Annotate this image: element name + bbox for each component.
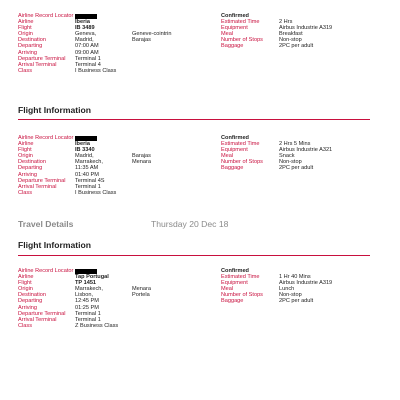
stops-value: Non-stop [279,292,302,299]
arriving-time: 01:40 PM [75,171,99,178]
class-value: I Business Class [75,189,117,196]
origin-label: Origin [18,286,33,293]
origin-airport: Menara [132,286,151,293]
departure-terminal: Terminal 1 [75,310,101,317]
arrival-terminal-label: Arrival Terminal [18,183,57,190]
destination-city: Madrid, [75,37,94,44]
departure-terminal-label: Departure Terminal [18,55,66,62]
baggage-label: Baggage [221,298,244,305]
estimated-time-label: Estimated Time [221,274,260,281]
destination-label: Destination [18,292,46,299]
equipment-value: Airbus Industrie A319 [279,280,333,287]
section-divider [18,255,370,256]
estimated-time: 2 Hrs [279,19,293,26]
meal-value: Breakfast [279,31,303,38]
airline-label: Airline [18,19,34,26]
section-title-flight-information: Flight Information [18,105,92,115]
departure-terminal: Terminal 1 [75,55,101,62]
stops-label: Number of Stops [221,159,263,166]
arrival-terminal: Terminal 4 [75,61,101,68]
flight-number: IB 3340 [75,147,95,154]
origin-label: Origin [18,153,33,160]
stops-label: Number of Stops [221,292,263,299]
equipment-value: Airbus Industrie A319 [279,25,333,32]
baggage-value: 2PC per adult [279,43,314,50]
origin-airport: Geneve-cointrin [132,31,172,38]
departure-terminal-label: Departure Terminal [18,310,66,317]
origin-city: Marrakech, [75,286,103,293]
class-label: Class [18,189,32,196]
redacted-record-locator [75,136,97,141]
airline-value: Tap Portugal [75,274,109,281]
status-badge: Confirmed [221,135,249,141]
status-badge: Confirmed [221,268,249,274]
flight-details-right [221,268,371,305]
flight-details-left [18,135,218,196]
arrival-terminal-label: Arrival Terminal [18,316,57,323]
departure-terminal-label: Departure Terminal [18,177,66,184]
redacted-record-locator [75,269,97,274]
flight-label: Flight [18,280,32,287]
equipment-label: Equipment [221,25,248,32]
travel-date: Thursday 20 Dec 18 [151,219,229,229]
class-value: I Business Class [75,67,117,74]
estimated-time: 1 Hr 40 Mins [279,274,311,281]
meal-label: Meal [221,31,234,38]
section-divider [18,119,370,120]
departing-time: 11:35 AM [75,165,99,172]
arrival-terminal-label: Arrival Terminal [18,61,57,68]
stops-value: Non-stop [279,37,302,44]
equipment-label: Equipment [221,147,248,154]
airline-value: Iberia [75,141,90,148]
class-value: Z Business Class [75,322,119,329]
equipment-value: Airbus Industrie A321 [279,147,333,154]
record-locator-label: Airline Record Locator [18,135,74,141]
arrival-terminal: Terminal 1 [75,316,101,323]
arriving-label: Arriving [18,49,37,56]
flight-details-left [18,13,218,74]
origin-city: Madrid, [75,153,94,160]
meal-label: Meal [221,153,234,160]
class-label: Class [18,67,32,74]
meal-value: Lunch [279,286,295,293]
arrival-terminal: Terminal 1 [75,183,101,190]
arriving-time: 09:00 AM [75,49,99,56]
departing-time: 07:00 AM [75,43,99,50]
equipment-label: Equipment [221,280,248,287]
flight-details-right [221,13,371,50]
baggage-value: 2PC per adult [279,298,314,305]
baggage-label: Baggage [221,43,244,50]
status-badge: Confirmed [221,13,249,19]
estimated-time-label: Estimated Time [221,19,260,26]
class-label: Class [18,322,32,329]
origin-label: Origin [18,31,33,38]
arriving-label: Arriving [18,171,37,178]
departing-label: Departing [18,43,43,50]
origin-airport: Barajas [132,153,151,160]
departing-label: Departing [18,298,43,305]
airline-label: Airline [18,141,34,148]
travel-details-title: Travel Details [18,219,74,229]
arriving-label: Arriving [18,304,37,311]
flight-label: Flight [18,147,32,154]
estimated-time: 2 Hrs 5 Mins [279,141,311,148]
meal-value: Snack [279,153,295,160]
arriving-time: 01:25 PM [75,304,99,311]
airline-value: Iberia [75,19,90,26]
departing-label: Departing [18,165,43,172]
record-locator-label: Airline Record Locator [18,268,74,274]
redacted-record-locator [75,14,97,19]
airline-label: Airline [18,274,34,281]
destination-city: Marrakech, [75,159,103,166]
flight-number: TP 1451 [75,280,97,287]
flight-details-right [221,135,371,172]
estimated-time-label: Estimated Time [221,141,260,148]
flight-details-left [18,268,218,329]
destination-airport: Barajas [132,37,151,44]
flight-label: Flight [18,25,32,32]
meal-label: Meal [221,286,234,293]
origin-city: Geneva, [75,31,97,38]
baggage-label: Baggage [221,165,244,172]
destination-city: Lisbon, [75,292,94,299]
section-title-flight-information: Flight Information [18,240,92,250]
departure-terminal: Terminal 4S [75,177,105,184]
destination-airport: Menara [132,159,151,166]
stops-label: Number of Stops [221,37,263,44]
destination-label: Destination [18,159,46,166]
stops-value: Non-stop [279,159,302,166]
departing-time: 12:45 PM [75,298,99,305]
record-locator-label: Airline Record Locator [18,13,74,19]
flight-number: IB 3489 [75,25,95,32]
baggage-value: 2PC per adult [279,165,314,172]
destination-airport: Portela [132,292,150,299]
destination-label: Destination [18,37,46,44]
